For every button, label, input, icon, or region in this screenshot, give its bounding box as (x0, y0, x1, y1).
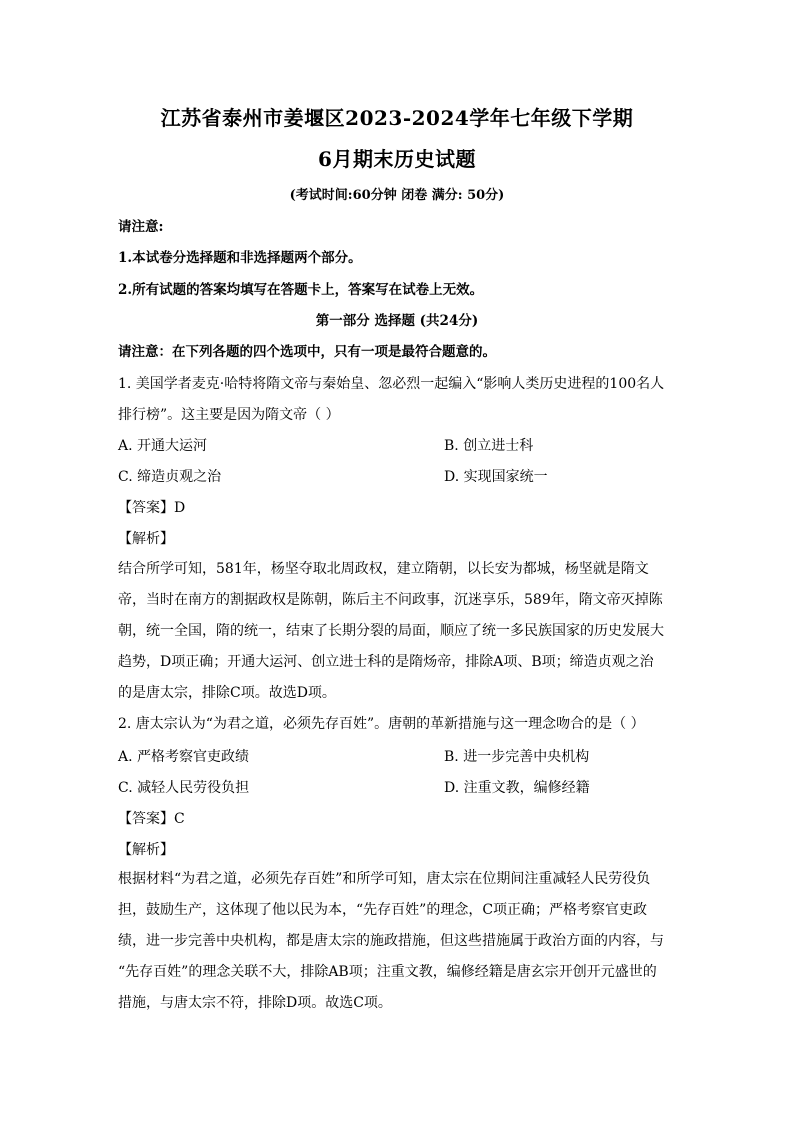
notice-heading: 请注意: (118, 219, 164, 235)
notice-item-1: 1.本试卷分选择题和非选择题两个部分。 (118, 250, 362, 266)
q1-option-c: C. 缔造贞观之治 (118, 469, 222, 485)
question-1 (118, 369, 670, 431)
analysis-line: 担，鼓励生产，这体现了他以民为本，“先存百姓”的理念，C项正确；严格考察官吏政 (118, 902, 648, 918)
exam-info: (考试时间:60分钟 闭卷 满分: 50分) (289, 188, 505, 203)
question-1-stem-line: 1. 美国学者麦克·哈特将隋文帝与秦始皇、忽必烈一起编入“影响人类历史进程的100名人 (118, 376, 665, 392)
q1-analysis-label: 【解析】 (118, 531, 174, 547)
q2-answer: 【答案】C (118, 811, 185, 827)
analysis-line: 朝，统一全国，隋的统一，结束了长期分裂的局面，顺应了统一多民族国家的历史发展大 (118, 623, 664, 639)
section-instruction: 请注意：在下列各题的四个选项中，只有一项是最符合题意的。 (118, 344, 496, 360)
analysis-line: 根据材料“为君之道，必须先存百姓”和所学可知，唐太宗在位期间注重减轻人民劳役负 (118, 871, 651, 887)
analysis-line: 绩，进一步完善中央机构，都是唐太宗的施政措施，但这些措施属于政治方面的内容，与 (118, 933, 664, 949)
question-1-stem-line: 排行榜”。这主要是因为隋文帝（ ） (118, 407, 340, 423)
q2-analysis (118, 864, 670, 1019)
question-2 (118, 709, 670, 740)
q1-answer: 【答案】D (118, 500, 186, 516)
q2-option-d: D. 注重文教，编修经籍 (444, 780, 590, 796)
analysis-line: 措施，与唐太宗不符，排除D项。故选C项。 (118, 995, 392, 1011)
page-subtitle: 6月期末历史试题 (318, 147, 476, 171)
q2-option-c: C. 减轻人民劳役负担 (118, 780, 250, 796)
q2-option-b: B. 进一步完善中央机构 (444, 749, 590, 765)
q1-option-a: A. 开通大运河 (118, 438, 208, 454)
analysis-line: 结合所学可知，581年，杨坚夺取北周政权，建立隋朝，以长安为都城，杨坚就是隋文 (118, 561, 649, 577)
analysis-line: “先存百姓”的理念关联不大，排除AB项；注重文教，编修经籍是唐玄宗开创开元盛世的 (118, 964, 657, 980)
q2-analysis-label: 【解析】 (118, 842, 174, 858)
notice-item-2: 2.所有试题的答案均填写在答题卡上，答案写在试卷上无效。 (118, 282, 484, 298)
q2-option-a: A. 严格考察官吏政绩 (118, 749, 250, 765)
q1-option-d: D. 实现国家统一 (444, 469, 548, 485)
section-title: 第一部分 选择题 (共24分) (315, 313, 479, 329)
question-2-stem-line: 2. 唐太宗认为“为君之道，必须先存百姓”。唐朝的革新措施与这一理念吻合的是（ ） (118, 716, 645, 732)
analysis-line: 帝，当时在南方的割据政权是陈朝，陈后主不问政事，沉迷享乐，589年，隋文帝灭掉陈 (118, 592, 663, 608)
analysis-line: 趋势，D项正确；开通大运河、创立进士科的是隋炀帝，排除A项、B项；缔造贞观之治 (118, 654, 654, 670)
page-title: 江苏省泰州市姜堰区2023-2024学年七年级下学期 (160, 106, 634, 130)
q1-option-b: B. 创立进士科 (444, 438, 534, 454)
analysis-line: 的是唐太宗，排除C项。故选D项。 (118, 685, 336, 701)
q1-analysis (118, 554, 670, 709)
